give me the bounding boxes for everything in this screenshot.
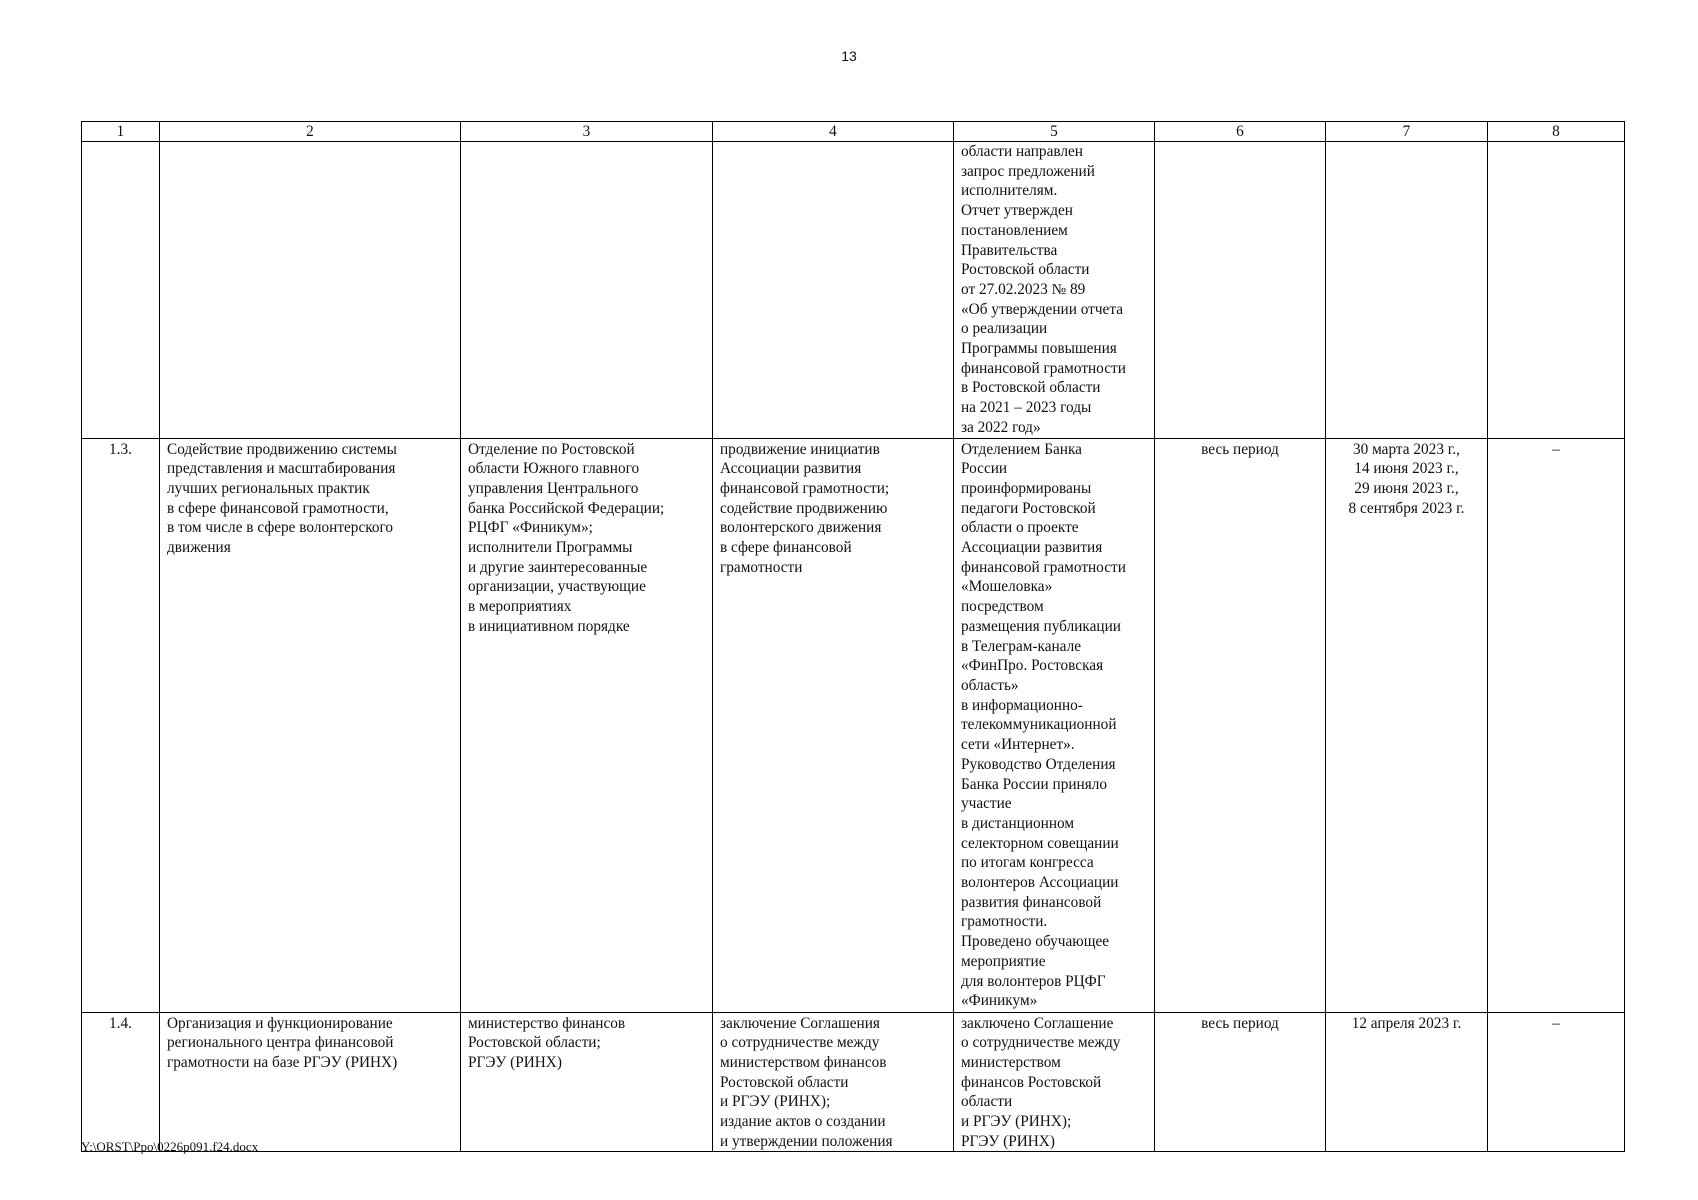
column-header-5: 5 <box>954 122 1155 142</box>
column-header-3: 3 <box>461 122 713 142</box>
cell-actual-date: 30 марта 2023 г., 14 июня 2023 г., 29 июня 2023 г., 8 сентября 2023 г. <box>1326 438 1488 1012</box>
column-header-7: 7 <box>1326 122 1488 142</box>
cell-executors: Отделение по Ростовской области Южного главного управления Центрального банка Российской Федерации; РЦФГ «Финикум»; исполнители Программы и другие заинтересованные организации, участвующие в мероприятиях в инициативном порядке <box>461 438 713 1012</box>
cell-note: – <box>1488 438 1625 1012</box>
column-header-4: 4 <box>713 122 954 142</box>
cell-expected-result: продвижение инициатив Ассоциации развития финансовой грамотности; содействие продвижению волонтерского движения в сфере финансовой грамотности <box>713 438 954 1012</box>
column-header-1: 1 <box>82 122 160 142</box>
column-header-8: 8 <box>1488 122 1625 142</box>
cell-number: 1.3. <box>82 438 160 1012</box>
column-header-6: 6 <box>1155 122 1326 142</box>
cell-activity <box>160 142 461 439</box>
cell-note: – <box>1488 1012 1625 1152</box>
cell-actual-result: области направлен запрос предложений исполнителям. Отчет утвержден постановлением Правительства Ростовской области от 27.02.2023 № 89 «Об утверждении отчета о реализации Программы повышения финансовой грамотности в Ростовской области на 2021 – 2023 годы за 2022 год» <box>954 142 1155 439</box>
cell-executors <box>461 142 713 439</box>
header-row <box>82 122 1625 142</box>
cell-planned-period: весь период <box>1155 438 1326 1012</box>
cell-actual-date: 12 апреля 2023 г. <box>1326 1012 1488 1152</box>
page-number: 13 <box>841 48 857 64</box>
cell-expected-result <box>713 142 954 439</box>
table-row-1-4 <box>82 1012 1625 1152</box>
cell-actual-result: Отделением Банка России проинформированы педагоги Ростовской области о проекте Ассоциации развития финансовой грамотности «Мошеловка» посредством размещения публикации в Телеграм-канале «ФинПро. Ростовская область» в информационно- телекоммуникационной сети «Интернет». Руководство Отделения Банка России приняло участие в дистанционном селекторном совещании по итогам конгресса волонтеров Ассоциации развития финансовой грамотности. Проведено обучающее мероприятие для волонтеров РЦФГ «Финикум» <box>954 438 1155 1012</box>
cell-activity: Содействие продвижению системы представления и масштабирования лучших региональных практик в сфере финансовой грамотности, в том числе в сфере волонтерского движения <box>160 438 461 1012</box>
file-path-footer: Y:\ORST\Ppo\0226p091.f24.docx <box>81 1139 259 1154</box>
cell-actual-result: заключено Соглашение о сотрудничестве между министерством финансов Ростовской области и РГЭУ (РИНХ); РГЭУ (РИНХ) <box>954 1012 1155 1152</box>
cell-planned-period: весь период <box>1155 1012 1326 1152</box>
cell-number: 1.4. <box>82 1012 160 1152</box>
cell-expected-result: заключение Соглашения о сотрудничестве между министерством финансов Ростовской области и РГЭУ (РИНХ); издание актов о создании и утверждении положения <box>713 1012 954 1152</box>
cell-number <box>82 142 160 439</box>
cell-executors: министерство финансов Ростовской области; РГЭУ (РИНХ) <box>461 1012 713 1152</box>
cell-note <box>1488 142 1625 439</box>
cell-activity: Организация и функционирование регионального центра финансовой грамотности на базе РГЭУ (РИНХ) <box>160 1012 461 1152</box>
column-header-2: 2 <box>160 122 461 142</box>
table-row-1-3 <box>82 438 1625 1012</box>
cell-planned-period <box>1155 142 1326 439</box>
table-row-continuation <box>82 142 1625 439</box>
report-table <box>81 121 1625 1152</box>
cell-actual-date <box>1326 142 1488 439</box>
